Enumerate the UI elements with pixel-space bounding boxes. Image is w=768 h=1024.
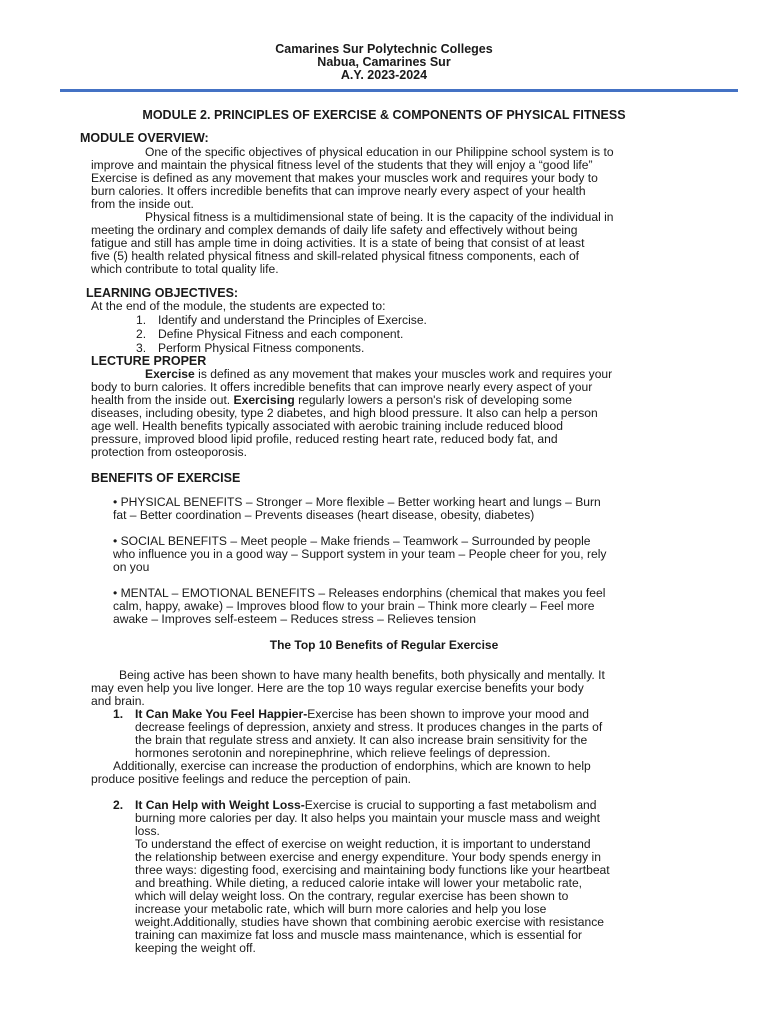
text-line: Being active has been shown to have many health benefits, both physically and mentally. It — [119, 668, 605, 682]
text-line: health from the inside out. Exercising regularly lowers a person's risk of developing some — [91, 393, 572, 407]
social-benefits — [113, 535, 693, 574]
text-line: It Can Make You Feel Happier-Exercise has been shown to improve your mood and — [135, 707, 589, 721]
text-line: protection from osteoporosis. — [91, 445, 247, 459]
text-line: One of the specific objectives of physical education in our Philippine school system is to — [145, 145, 614, 159]
lecture-heading: LECTURE PROPER — [91, 354, 207, 368]
text-line: To understand the effect of exercise on weight reduction, it is important to understand — [135, 837, 591, 851]
header-divider — [60, 89, 738, 92]
text-line: It Can Help with Weight Loss-Exercise is crucial to supporting a fast metabolism and — [135, 798, 597, 812]
text-line: fatigue and still has ample time in doing activities. It is a state of being that consist of at least — [91, 236, 585, 250]
text-line: Physical fitness is a multidimensional state of being. It is the capacity of the individual in — [145, 210, 614, 224]
academic-year: A.Y. 2023-2024 — [340, 68, 428, 82]
text-line: fat – Better coordination – Prevents diseases (heart disease, obesity, diabetes) — [113, 508, 535, 522]
text-line: keeping the weight off. — [135, 941, 256, 955]
objectives-intro: At the end of the module, the students are expected to: — [91, 299, 386, 313]
benefits-heading: BENEFITS OF EXERCISE — [91, 471, 241, 485]
text-line: which contribute to total quality life. — [91, 262, 279, 276]
text-line: on you — [113, 560, 150, 574]
text-line: may even help you live longer. Here are the top 10 ways regular exercise benefits your body — [91, 681, 584, 695]
text-line: training can maximize fat loss and muscle mass maintenance, which is essential for — [135, 928, 582, 942]
text-line: the relationship between exercise and energy expenditure. Your body spends energy in — [135, 850, 601, 864]
text-line: and brain. — [91, 694, 145, 708]
term-exercising: Exercising — [233, 393, 295, 407]
text-line: three ways: digesting food, exercising and maintaining body functions like your heartbeat — [135, 863, 610, 877]
institution-location: Nabua, Camarines Sur — [317, 55, 451, 69]
text-line: calm, happy, awake) – Improves blood flow to your brain – Think more clearly – Feel more — [113, 599, 595, 613]
text-line: decrease feelings of depression, anxiety and stress. It produces changes in the parts of — [135, 720, 603, 734]
text-line: Exercise is defined as any movement that makes your muscles work and requires your — [145, 367, 613, 381]
text-line: awake – Improves self-esteem – Reduces stress – Relieves tension — [113, 612, 476, 626]
mental-benefits — [113, 587, 693, 626]
document-page: Camarines Sur Polytechnic Colleges Nabua, Camarines Sur A.Y. 2023-2024 MODULE 2. PRINCIPLES OF EXERCISE & COMPONENTS OF PHYSICAL FITNESS MODULE OVERVIEW: One of the specific objectives of physical education in our Philippine school system is to improve and maintain the physical fitness level of the students that they will enjoy a “good life” Exercise is defined as any movement that makes your muscles work and requires your body to burn calories. It offers incredible benefits that can improve nearly every aspect of your health from the inside out. Physical fitness is a multidimensional state of being. It is the capacity of the individual in meeting the ordinary and complex demands of daily life safety and effectively without being fatigue and still has ample time in doing activities. It is a state of being that consist of at least five (5) health related physical fitness and skill-related physical fitness components, each of which contribute to total quality life. LEARNING OBJECTIVES: At the end of the module, the students are expected to: 1. Identify and understand the Principles of Exercise. 2. Define Physical Fitness and each component. 3. Perform Physical Fitness components. LECTURE PROPER Exercise is defined as any movement that makes your muscles work and requires your body to burn calories. It offers incredible benefits that can improve nearly every aspect of your health from the inside out. Exercising regularly lowers a person's risk of developing some diseases, including obesity, type 2 diabetes, and high blood pressure. It also can help a person age well. Health benefits typically associated with aerobic training include reduced blood pressure, improved blood lipid profile, reduced resting heart rate, reduced body fat, and protection from osteoporosis. BENEFITS OF EXERCISE • PHYSICAL BENEFITS – Stronger – More flexible – Better working heart and lungs – Burn fat – Better coordination – Prevents diseases (heart disease, obesity, diabetes) • SOCIAL BENEFITS – Meet people – Make friends – Teamwork – Surrounded by people who influence you in a good way – Support system in your team – People cheer for you, rely on you • MENTAL – EMOTIONAL BENEFITS – Releases endorphins (chemical that makes you feel calm, happy, awake) – Improves blood flow to your brain – Think more clearly – Feel more awake – Improves self-esteem – Reduces stress – Relieves tension The Top 10 Benefits of Regular Exercise Being active has been shown to have many health benefits, both physically and mentally. It may even help you live longer. Here are the top 10 ways regular exercise benefits your body and brain. 1. It Can Make You Feel Happier-Exercise has been shown to improve your mood and decrease feelings of depression, anxiety and stress. It produces changes in the parts of the brain that regulate stress and anxiety. It can also increase brain sensitivity for the hormones serotonin and norepinephrine, which relieve feelings of depression. Additionally, exercise can increase the production of endorphins, which are known to help produce positive feelings and reduce the perception of pain. 2. It Can Help with Weight Loss-Exercise is crucial to supporting a fast metabolism and burning more calories per day. It also helps you maintain your muscle mass and weight loss. To understand the effect of exercise on weight reduction, it is important to understand the relationship between exercise and energy expenditure. Your body spends energy in three ways: digesting food, exercising and maintaining body functions like your heartbeat and breathing. While dieting, a reduced calorie intake will lower your metabolic rate, which will delay weight loss. On the contrary, regular exercise has been shown to increase your metabolic rate, which will burn more calories and help you lose weight.Additionally, studies have shown that combining aerobic exercise with resistance training can maximize fat loss and muscle mass maintenance, which is essential for keeping the weight off. — [0, 0, 768, 1024]
text-line: diseases, including obesity, type 2 diabetes, and high blood pressure. It also can help a person — [91, 406, 598, 420]
text-line: produce positive feelings and reduce the perception of pain. — [91, 772, 412, 786]
top10-intro — [91, 669, 691, 708]
text-line: who influence you in a good way – Support system in your team – People cheer for you, rely — [113, 547, 607, 561]
text-line: the brain that regulate stress and anxiety. It can also increase brain sensitivity for the — [135, 733, 588, 747]
text-line: improve and maintain the physical fitness level of the students that they will enjoy a “good life” — [91, 158, 593, 172]
text-line: Additionally, exercise can increase the production of endorphins, which are known to help — [113, 759, 591, 773]
text-line: five (5) health related physical fitness and skill-related physical fitness components, each of — [91, 249, 580, 263]
lecture-paragraph — [91, 368, 691, 459]
item-title: It Can Make You Feel Happier- — [135, 707, 308, 721]
text-line: loss. — [135, 824, 160, 838]
module-title: MODULE 2. PRINCIPLES OF EXERCISE & COMPONENTS OF PHYSICAL FITNESS — [142, 108, 626, 122]
text-line: burning more calories per day. It also helps you maintain your muscle mass and weight — [135, 811, 600, 825]
text-line: • PHYSICAL BENEFITS – Stronger – More flexible – Better working heart and lungs – Burn — [113, 495, 601, 509]
text-line: • MENTAL – EMOTIONAL BENEFITS – Releases endorphins (chemical that makes you feel — [113, 586, 606, 600]
item-number: 2. — [113, 798, 124, 812]
text-line: hormones serotonin and norepinephrine, which relieve feelings of depression. — [135, 746, 551, 760]
text-line: age well. Health benefits typically associated with aerobic training include reduced blood — [91, 419, 563, 433]
overview-heading: MODULE OVERVIEW: — [80, 131, 209, 145]
text-line: body to burn calories. It offers incredible benefits that can improve nearly every aspect of your — [91, 380, 593, 394]
text-line: Exercise is defined as any movement that makes your muscles work and requires your body to — [91, 171, 598, 185]
overview-paragraph-2 — [91, 211, 691, 276]
benefit-item-1 — [135, 708, 695, 760]
physical-benefits — [113, 496, 693, 522]
item-title: It Can Help with Weight Loss- — [135, 798, 305, 812]
text-line: pressure, improved blood lipid profile, reduced resting heart rate, reduced body fat, and — [91, 432, 558, 446]
benefit-item-2 — [135, 799, 695, 955]
institution-name: Camarines Sur Polytechnic Colleges — [275, 42, 493, 56]
text-line: from the inside out. — [91, 197, 194, 211]
text-line: meeting the ordinary and complex demands of daily life safety and effectively without being — [91, 223, 578, 237]
overview-paragraph-1 — [91, 146, 691, 211]
objectives-heading: LEARNING OBJECTIVES: — [86, 286, 239, 300]
top10-heading: The Top 10 Benefits of Regular Exercise — [269, 638, 499, 652]
text-line: burn calories. It offers incredible benefits that can improve nearly every aspect of your health — [91, 184, 586, 198]
text-line: • SOCIAL BENEFITS – Meet people – Make friends – Teamwork – Surrounded by people — [113, 534, 591, 548]
item-1-additional — [91, 760, 691, 786]
text-line: which will delay weight loss. On the contrary, regular exercise has been shown to — [135, 889, 569, 903]
item-number: 1. — [113, 707, 124, 721]
text-line: increase your metabolic rate, which will burn more calories and help you lose — [135, 902, 547, 916]
text-line: and breathing. While dieting, a reduced calorie intake will lower your metabolic rate, — [135, 876, 583, 890]
text-line: weight.Additionally, studies have shown that combining aerobic exercise with resistance — [135, 915, 604, 929]
term-exercise: Exercise — [145, 367, 195, 381]
